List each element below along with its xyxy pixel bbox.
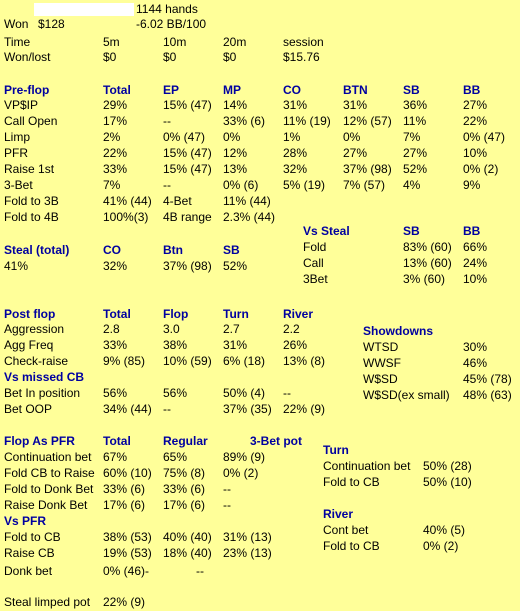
cell: 31% (223, 338, 248, 352)
cell: 31% (343, 98, 368, 112)
cell: 11% (19) (283, 114, 331, 128)
bb-per-100: -6.02 BB/100 (136, 17, 207, 31)
cell: 33% (6) (103, 482, 146, 496)
row-label: W$SD (363, 372, 398, 386)
cell: 0% (6) (223, 178, 259, 192)
row-label: Continuation bet (323, 459, 411, 473)
cell: 13% (60) (403, 256, 452, 270)
steal-col-header: SB (223, 243, 240, 257)
cell: 4% (403, 178, 421, 192)
row-label: Bet In position (4, 386, 81, 400)
cell: 28% (283, 146, 308, 160)
wonlost-label: Won/lost (4, 50, 51, 64)
cell: 0% (47) (163, 130, 206, 144)
cell: 23% (13) (223, 546, 272, 560)
flop-pfr-col-header: 3-Bet pot (250, 434, 302, 448)
steal-header: Steal (total) (4, 243, 70, 257)
cell: 19% (53) (103, 546, 152, 560)
won-label: Won (4, 17, 29, 31)
row-label: W$SD(ex small) (363, 388, 450, 402)
cell: 0% (2) (463, 162, 499, 176)
cell: 83% (60) (403, 240, 452, 254)
cell: 37% (98) (343, 162, 392, 176)
preflop-col-header: CO (283, 83, 301, 97)
cell: 17% (103, 114, 128, 128)
cell: 9% (85) (103, 354, 146, 368)
cell: 1% (283, 130, 301, 144)
cell: 15% (47) (163, 162, 212, 176)
row-label: Raise CB (4, 546, 55, 560)
cell: 17% (6) (103, 498, 146, 512)
cell: 22% (463, 114, 488, 128)
cell: 56% (103, 386, 128, 400)
row-label: Raise 1st (4, 162, 55, 176)
cell: 41% (4, 259, 29, 273)
redacted-player-name (34, 3, 134, 16)
cell: 3% (60) (403, 272, 446, 286)
time-col: session (283, 35, 324, 49)
flop-pfr-header: Flop As PFR (4, 434, 75, 448)
river-header: River (323, 507, 354, 521)
cell: 14% (223, 98, 248, 112)
steal-limped-label: Steal limped pot (4, 595, 91, 609)
cell: -- (223, 482, 231, 496)
cell: 18% (40) (163, 546, 212, 560)
cell: 27% (463, 98, 488, 112)
cell: 56% (163, 386, 188, 400)
cell: 6% (18) (223, 354, 266, 368)
cell: 50% (10) (423, 475, 472, 489)
cell: 22% (9) (283, 402, 326, 416)
cell: 7% (403, 130, 421, 144)
won-value: $128 (38, 17, 65, 31)
row-label: Check-raise (4, 354, 69, 368)
cell: 41% (44) (103, 194, 152, 208)
row-label: 3-Bet (4, 178, 33, 192)
cell: 31% (13) (223, 530, 272, 544)
cell: 33% (103, 338, 128, 352)
cell: 13% (8) (283, 354, 326, 368)
cell: 89% (9) (223, 450, 266, 464)
row-label: Fold to CB (4, 530, 61, 544)
time-col: 10m (163, 35, 187, 49)
cell: -- (283, 386, 291, 400)
cell: -- (196, 564, 204, 578)
cell: 38% (163, 338, 188, 352)
preflop-col-header: BTN (343, 83, 368, 97)
row-label: Fold to 4B (4, 210, 59, 224)
cell: 13% (223, 162, 248, 176)
cell: 27% (343, 146, 368, 160)
turn-header: Turn (323, 443, 349, 457)
cell: 17% (6) (163, 498, 206, 512)
cell: 40% (40) (163, 530, 212, 544)
vs-pfr-header: Vs PFR (4, 514, 47, 528)
cell: 52% (223, 259, 248, 273)
cell: 34% (44) (103, 402, 152, 416)
row-label: Limp (4, 130, 31, 144)
cell: 75% (8) (163, 466, 206, 480)
postflop-header: Post flop (4, 307, 56, 321)
cell: 50% (28) (423, 459, 472, 473)
preflop-header: Pre-flop (4, 83, 50, 97)
time-col: 20m (223, 35, 247, 49)
row-label: Fold to Donk Bet (4, 482, 94, 496)
cell: 0% (46)- (103, 564, 150, 578)
postflop-col-header: Total (103, 307, 131, 321)
cell: 100%(3) (103, 210, 149, 224)
steal-limped-value: 22% (9) (103, 595, 146, 609)
cell: 15% (47) (163, 146, 212, 160)
cell: 33% (103, 162, 128, 176)
row-label: Agg Freq (4, 338, 54, 352)
cell: 0% (2) (223, 466, 259, 480)
cell: 9% (463, 178, 481, 192)
postflop-col-header: Turn (223, 307, 249, 321)
vs-steal-col-header: SB (403, 224, 420, 238)
flop-pfr-col-header: Regular (163, 434, 208, 448)
row-label: 3Bet (303, 272, 328, 286)
cell: 5% (19) (283, 178, 326, 192)
preflop-col-header: BB (463, 83, 481, 97)
row-label: Fold to CB (323, 539, 380, 553)
cell: 50% (4) (223, 386, 266, 400)
row-label: Fold CB to Raise (4, 466, 95, 480)
cell: 32% (283, 162, 308, 176)
cell: 22% (103, 146, 128, 160)
cell: 36% (403, 98, 428, 112)
row-label: Call (303, 256, 324, 270)
postflop-col-header: Flop (163, 307, 189, 321)
cell: 38% (53) (103, 530, 152, 544)
row-label: Fold to CB (323, 475, 380, 489)
cell: 24% (463, 256, 488, 270)
row-label: Raise Donk Bet (4, 498, 88, 512)
cell: -- (163, 178, 171, 192)
cell: 26% (283, 338, 308, 352)
cell: 67% (103, 450, 128, 464)
cell: 48% (63) (463, 388, 512, 402)
row-label: VP$IP (4, 98, 39, 112)
showdowns-header: Showdowns (363, 324, 433, 338)
row-label: WWSF (363, 356, 401, 370)
cell: 2% (103, 130, 121, 144)
cell: 40% (5) (423, 523, 466, 537)
cell: 12% (223, 146, 248, 160)
wonlost-value: $0 (103, 50, 117, 64)
postflop-col-header: River (283, 307, 314, 321)
cell: 15% (47) (163, 98, 212, 112)
cell: 0% (47) (463, 130, 506, 144)
cell: 10% (463, 272, 488, 286)
cell: 12% (57) (343, 114, 392, 128)
cell: 65% (163, 450, 188, 464)
cell: 10% (463, 146, 488, 160)
vs-steal-header: Vs Steal (303, 224, 350, 238)
cell: 10% (59) (163, 354, 212, 368)
cell: 45% (78) (463, 372, 512, 386)
cell: 7% (103, 178, 121, 192)
cell: 3.0 (163, 322, 180, 336)
steal-col-header: Btn (163, 243, 183, 257)
wonlost-value: $15.76 (283, 50, 320, 64)
cell: 32% (103, 259, 128, 273)
row-label: Call Open (4, 114, 58, 128)
row-label: Continuation bet (4, 450, 92, 464)
cell: 11% (403, 114, 427, 128)
row-label: Fold to 3B (4, 194, 59, 208)
missed-cb-header: Vs missed CB (4, 370, 85, 384)
row-label: Bet OOP (4, 402, 53, 416)
cell: 4B range (163, 210, 212, 224)
time-col: 5m (103, 35, 120, 49)
cell: 2.3% (44) (223, 210, 276, 224)
cell: -- (163, 402, 171, 416)
cell: 33% (6) (223, 114, 266, 128)
cell: 52% (403, 162, 428, 176)
cell: -- (223, 498, 231, 512)
cell: 2.8 (103, 322, 120, 336)
row-label: PFR (4, 146, 28, 160)
cell: 7% (57) (343, 178, 386, 192)
cell: 27% (403, 146, 428, 160)
cell: 37% (35) (223, 402, 272, 416)
preflop-col-header: MP (223, 83, 241, 97)
row-label: Cont bet (323, 523, 369, 537)
time-label: Time (4, 35, 31, 49)
cell: 31% (283, 98, 308, 112)
cell: 46% (463, 356, 488, 370)
cell: 11% (44) (223, 194, 271, 208)
cell: 2.2 (283, 322, 300, 336)
hands-count: 1144 hands (136, 2, 198, 16)
cell: 4-Bet (163, 194, 192, 208)
preflop-col-header: Total (103, 83, 131, 97)
cell: 60% (10) (103, 466, 152, 480)
cell: 37% (98) (163, 259, 212, 273)
cell: 33% (6) (163, 482, 206, 496)
cell: 2.7 (223, 322, 240, 336)
row-label: Donk bet (4, 564, 53, 578)
preflop-col-header: EP (163, 83, 180, 97)
wonlost-value: $0 (163, 50, 177, 64)
steal-col-header: CO (103, 243, 121, 257)
cell: 0% (343, 130, 361, 144)
row-label: Aggression (4, 322, 65, 336)
flop-pfr-col-header: Total (103, 434, 131, 448)
cell: 0% (223, 130, 241, 144)
cell: 66% (463, 240, 488, 254)
cell: 29% (103, 98, 128, 112)
cell: -- (163, 114, 171, 128)
vs-steal-col-header: BB (463, 224, 481, 238)
row-label: Fold (303, 240, 327, 254)
wonlost-value: $0 (223, 50, 237, 64)
cell: 30% (463, 340, 488, 354)
cell: 0% (2) (423, 539, 459, 553)
row-label: WTSD (363, 340, 399, 354)
preflop-col-header: SB (403, 83, 420, 97)
